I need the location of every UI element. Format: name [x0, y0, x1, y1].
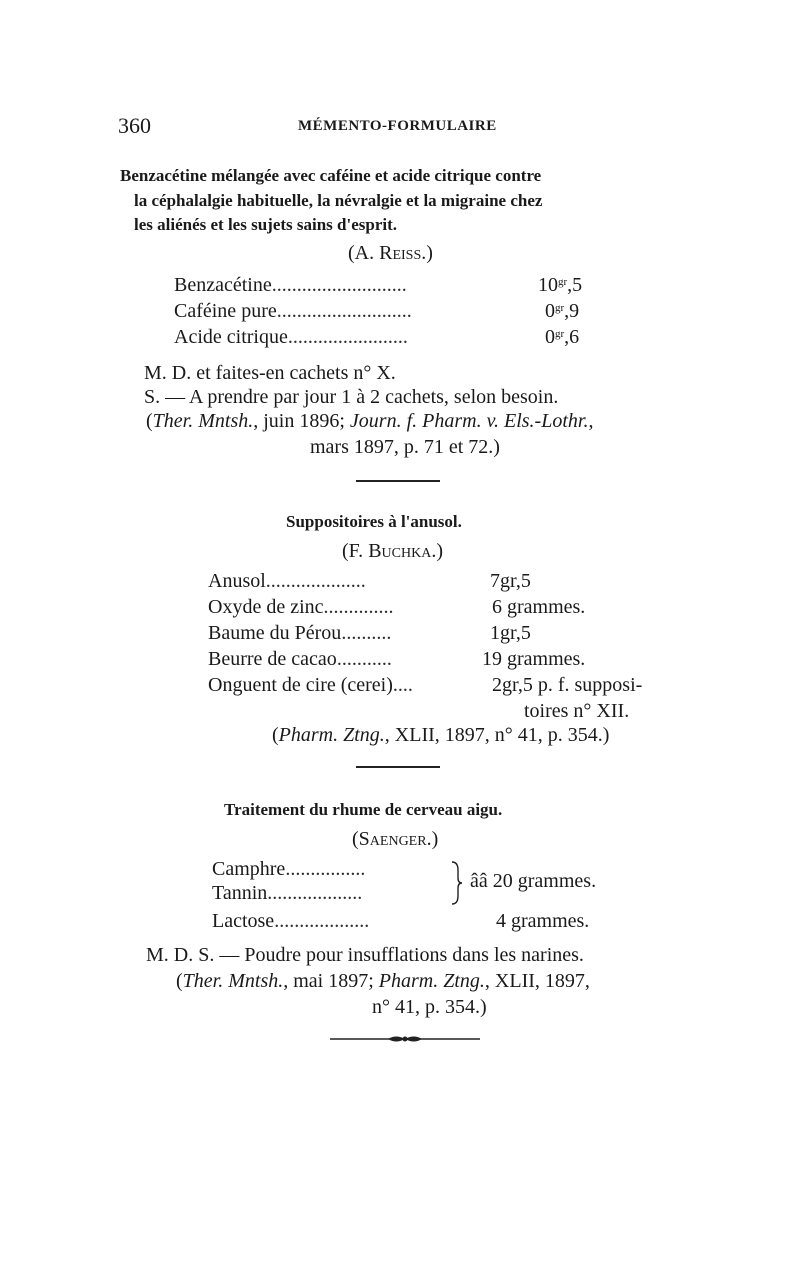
- section3-reference-line2: n° 41, p. 354.): [372, 996, 487, 1018]
- page-number: 360: [118, 113, 151, 138]
- section2-title: Suppositoires à l'anusol.: [286, 512, 462, 531]
- section2-reference: (Pharm. Ztng., XLII, 1897, n° 41, p. 354.): [272, 724, 610, 746]
- brace-icon: [450, 860, 464, 906]
- section2-ingredient-amount: 19 grammes.: [482, 648, 586, 670]
- section3-reference-line1: (Ther. Mntsh., mai 1897; Pharm. Ztng., XLII, 1897,: [176, 970, 590, 992]
- section1-reference-line1: (Ther. Mntsh., juin 1896; Journ. f. Pharm. v. Els.-Lothr.,: [146, 410, 594, 432]
- section3-author: (Saenger.): [352, 828, 439, 850]
- section1-ingredient-row: Acide citrique........................: [174, 326, 408, 348]
- section-divider: [356, 480, 440, 482]
- section1-title-line2: la céphalalgie habituelle, la névralgie et la migraine chez: [134, 191, 543, 210]
- section1-ingredient-row: Benzacétine...........................: [174, 274, 407, 296]
- section1-author: (A. Reiss.): [348, 242, 433, 264]
- section2-ingredient-amount: 6 grammes.: [492, 596, 586, 618]
- section3-instruction: M. D. S. — Poudre pour insufflations dans les narines.: [146, 944, 584, 966]
- section2-ingredient-row: Beurre de cacao...........: [208, 648, 392, 670]
- section2-continuation: toires n° XII.: [524, 700, 630, 722]
- section1-ingredient-amount: $0^{gr},9$: [545, 300, 580, 322]
- section3-ingredient-row: Lactose...................: [212, 910, 370, 932]
- end-ornament-icon: [330, 1032, 480, 1046]
- section2-ingredient-row: Anusol....................: [208, 570, 366, 592]
- section2-author: (F. Buchka.): [342, 540, 443, 562]
- section2-ingredient-row: Oxyde de zinc..............: [208, 596, 394, 618]
- section3-ingredient-amount: 4 grammes.: [496, 910, 590, 932]
- section2-ingredient-amount: 7gr,5: [490, 570, 531, 592]
- section3-title: Traitement du rhume de cerveau aigu.: [224, 800, 503, 819]
- section1-ingredient-amount: $0^{gr},6$: [545, 326, 580, 348]
- section1-title-line1: Benzacétine mélangée avec caféine et acide citrique contre: [120, 166, 542, 185]
- section1-instruction-1: M. D. et faites-en cachets n° X.: [144, 362, 396, 384]
- section1-title-line3: les aliénés et les sujets sains d'esprit.: [134, 215, 398, 234]
- section1-ingredient-row: Caféine pure...........................: [174, 300, 412, 322]
- section1-reference-line2: mars 1897, p. 71 et 72.): [310, 436, 500, 458]
- section2-ingredient-row: Onguent de cire (cerei)....: [208, 674, 413, 696]
- section2-ingredient-amount: 2gr,5 p. f. supposi-: [492, 674, 643, 696]
- section2-ingredient-amount: 1gr,5: [490, 622, 531, 644]
- section1-ingredient-amount: $10^{gr},5$: [538, 274, 583, 296]
- section1-instruction-2: S. — A prendre par jour 1 à 2 cachets, selon besoin.: [144, 386, 559, 408]
- section2-ingredient-row: Baume du Pérou..........: [208, 622, 392, 644]
- section3-shared-amount: ââ 20 grammes.: [470, 870, 597, 892]
- section3-ingredient-row: Tannin...................: [212, 882, 363, 904]
- running-title: MÉMENTO-FORMULAIRE: [298, 118, 497, 134]
- section3-ingredient-row: Camphre................: [212, 858, 366, 880]
- section-divider: [356, 766, 440, 768]
